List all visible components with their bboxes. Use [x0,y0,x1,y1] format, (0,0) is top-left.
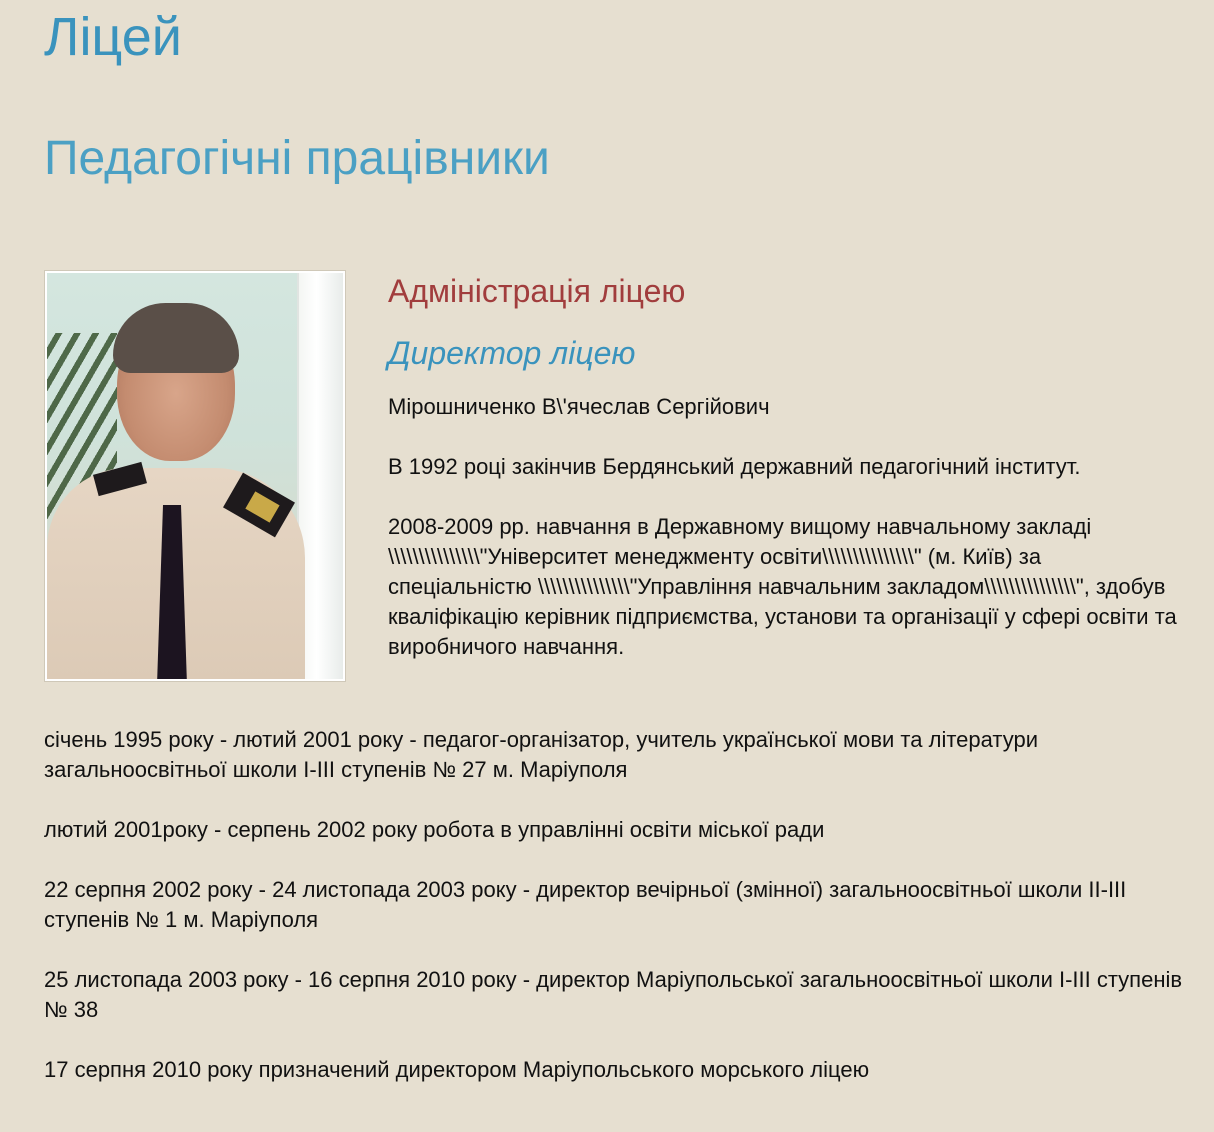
career-history [44,725,1184,1115]
career-item: 25 листопада 2003 року - 16 серпня 2010 року - директор Маріупольської загальноосвітньої школи І-ІІІ ступенів № 38 [44,967,1183,1022]
career-item: січень 1995 року - лютий 2001 року - педагог-організатор, учитель української мови та літератури загальноосвітньої школи І-ІІІ ступенів № 27 м. Маріуполя [44,727,1038,782]
career-item: лютий 2001року - серпень 2002 року робота в управлінні освіти міської ради [44,817,825,842]
director-name: Мірошниченко В\'ячеслав Сергійович [388,394,770,419]
career-item: 22 серпня 2002 року - 24 листопада 2003 року - директор вечірньої (змінної) загальноосвітньої школи ІІ-ІІІ ступенів № 1 м. Маріуполя [44,877,1127,932]
profile-info [388,270,1188,662]
photo-hair [113,303,239,373]
education-item: В 1992 році закінчив Бердянський державний педагогічний інститут. [388,454,1081,479]
page-title: Педагогічні працівники [44,132,550,185]
site-title: Ліцей [44,7,182,67]
section-heading: Адміністрація ліцею [388,273,686,309]
education-item: 2008-2009 рр. навчання в Державному вищому навчальному закладі \\\\\\\\\\\\\\\"Університет менеджменту освіти\\\\\\\\\\\\\\\" (м. Київ) за спеціальністю \\\\\\\\\\\\\\\"Управління навчальним закладом\\\\\\\\\\\\\\\", здобув кваліфікацію керівник підприємства, установи та організації у сфері освіти та виробничого навчання. [388,514,1177,659]
director-photo [44,270,346,682]
photo-image [47,273,343,679]
role-heading: Директор ліцею [388,335,636,371]
career-item: 17 серпня 2010 року призначений директором Маріупольського морського ліцею [44,1057,870,1082]
